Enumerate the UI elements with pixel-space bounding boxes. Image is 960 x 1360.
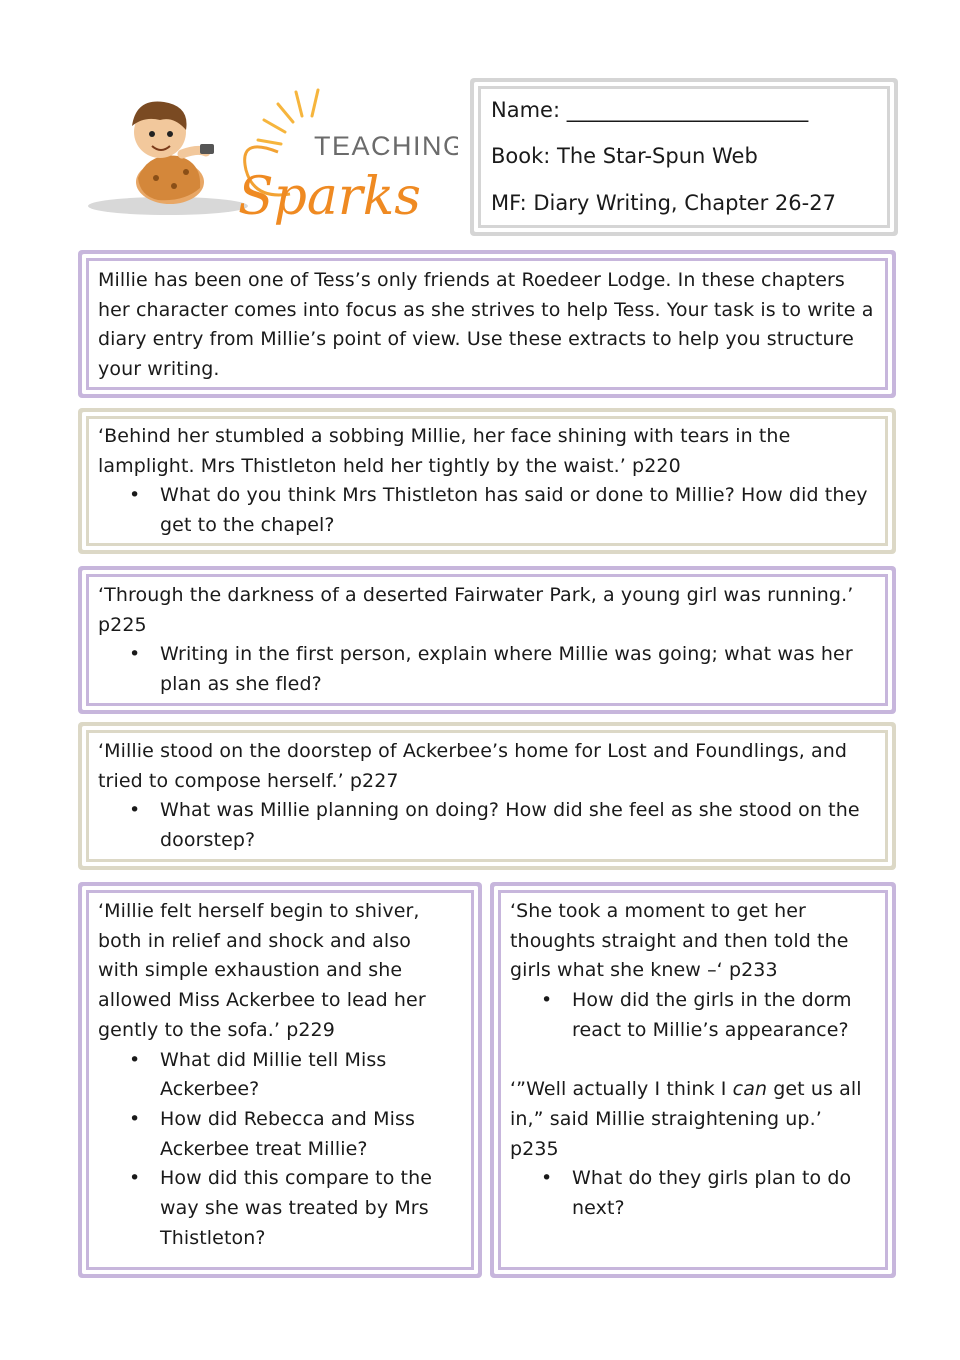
extract-text-1	[98, 422, 878, 541]
brand-bottom-text: Sparks	[238, 167, 421, 227]
extract-text-left	[98, 897, 448, 1253]
extract-quote: ‘Behind her stumbled a sobbing Millie, her face shining with tears in the lamplight. Mrs Thistleton held her tightly by the waist.’ p220	[98, 425, 791, 477]
book-line: Book: The Star-Spun Web	[491, 144, 758, 168]
extract-text-right	[510, 897, 870, 1224]
extract-quote-2	[510, 1075, 870, 1164]
teaching-sparks-logo	[78, 82, 458, 227]
intro-text	[98, 266, 878, 385]
name-line: Name: _______________________	[491, 98, 809, 122]
mf-line: MF: Diary Writing, Chapter 26-27	[491, 191, 836, 215]
brand-top-text: TEACHING	[314, 131, 458, 161]
extract-quote: ‘She took a moment to get her thoughts straight and then told the girls what she knew –‘ p233	[510, 900, 849, 982]
extract-quote: ‘Through the darkness of a deserted Fairwater Park, a young girl was running.’ p225	[98, 584, 854, 636]
question-item: • What did Millie tell Miss Ackerbee?	[160, 1046, 448, 1105]
quote-part: get us all in,” said Millie straightening up.’ p235	[510, 1078, 862, 1160]
quote-emphasis: can	[732, 1078, 768, 1101]
extract-text-2	[98, 581, 878, 700]
question-item: • Writing in the first person, explain where Millie was going; what was her plan as she fled?	[160, 640, 878, 699]
question-item: • What do you think Mrs Thistleton has said or done to Millie? How did they get to the chapel?	[160, 481, 878, 540]
quote-part: ‘”Well actually I think I	[510, 1078, 733, 1101]
question-item: • What do they girls plan to do next?	[572, 1164, 870, 1223]
question-item: • How did the girls in the dorm react to Millie’s appearance?	[572, 986, 870, 1045]
question-item: • How did Rebecca and Miss Ackerbee treat Millie?	[160, 1105, 448, 1164]
question-item: • What was Millie planning on doing? How did she feel as she stood on the doorstep?	[160, 796, 878, 855]
extract-quote: ‘Millie stood on the doorstep of Ackerbee’s home for Lost and Foundlings, and tried to compose herself.’ p227	[98, 740, 848, 792]
question-item: • How did this compare to the way she was treated by Mrs Thistleton?	[160, 1164, 448, 1253]
extract-text-3	[98, 737, 878, 856]
extract-quote: ‘Millie felt herself begin to shiver, both in relief and shock and also with simple exhaustion and she allowed Miss Ackerbee to lead her gently to the sofa.’ p229	[98, 900, 426, 1041]
intro-paragraph: Millie has been one of Tess’s only friends at Roedeer Lodge. In these chapters her character comes into focus as she strives to help Tess. Your task is to write a diary entry from Millie’s point of view. Use these extracts to help you structure your writing.	[98, 269, 874, 381]
caveman-mascot-icon	[78, 82, 458, 227]
